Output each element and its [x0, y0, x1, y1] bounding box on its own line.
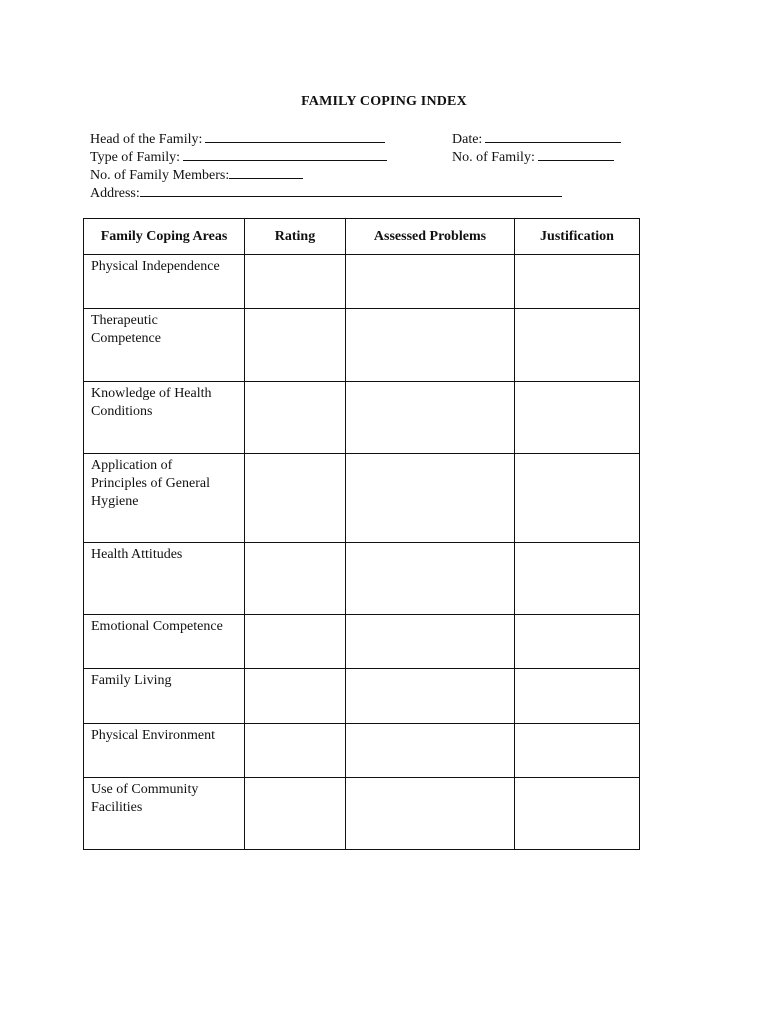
rating-cell[interactable] [245, 255, 346, 309]
coping-area-cell: Therapeutic Competence [84, 309, 245, 382]
head-of-family-input-line[interactable] [205, 129, 385, 143]
table-header-row [84, 219, 640, 255]
date-field [452, 129, 621, 149]
assessed-problems-cell[interactable] [346, 615, 515, 669]
coping-area-cell: Use of Community Facilities [84, 778, 245, 850]
assessed-problems-cell[interactable] [346, 669, 515, 724]
assessed-problems-cell[interactable] [346, 255, 515, 309]
type-of-family-input-line[interactable] [183, 147, 387, 161]
assessed-problems-cell[interactable] [346, 309, 515, 382]
table-row [84, 454, 640, 543]
coping-area-cell: Knowledge of Health Conditions [84, 382, 245, 454]
justification-cell[interactable] [515, 778, 640, 850]
assessed-problems-cell[interactable] [346, 543, 515, 615]
table-row [84, 778, 640, 850]
table-row [84, 543, 640, 615]
assessed-problems-cell[interactable] [346, 724, 515, 778]
justification-cell[interactable] [515, 309, 640, 382]
coping-area-cell: Emotional Competence [84, 615, 245, 669]
justification-cell[interactable] [515, 454, 640, 543]
coping-area-cell: Physical Independence [84, 255, 245, 309]
header-assessed-problems: Assessed Problems [346, 219, 515, 255]
coping-area-cell: Family Living [84, 669, 245, 724]
header-family-coping-areas: Family Coping Areas [84, 219, 245, 255]
no-of-family-label: No. of Family: [452, 150, 535, 165]
no-of-members-field [90, 165, 303, 185]
justification-cell[interactable] [515, 724, 640, 778]
rating-cell[interactable] [245, 669, 346, 724]
justification-cell[interactable] [515, 615, 640, 669]
no-of-members-label: No. of Family Members: [90, 168, 230, 183]
coping-area-cell: Physical Environment [84, 724, 245, 778]
rating-cell[interactable] [245, 309, 346, 382]
family-coping-table [83, 218, 640, 850]
rating-cell[interactable] [245, 454, 346, 543]
coping-area-cell: Application of Principles of General Hygiene [84, 454, 245, 543]
date-label: Date: [452, 132, 483, 147]
rating-cell[interactable] [245, 778, 346, 850]
coping-area-cell: Health Attitudes [84, 543, 245, 615]
rating-cell[interactable] [245, 724, 346, 778]
table-row [84, 309, 640, 382]
head-of-family-field [90, 129, 385, 149]
date-input-line[interactable] [485, 129, 621, 143]
justification-cell[interactable] [515, 543, 640, 615]
rating-cell[interactable] [245, 543, 346, 615]
table-row [84, 255, 640, 309]
rating-cell[interactable] [245, 382, 346, 454]
document-title: FAMILY COPING INDEX [301, 94, 467, 109]
header-justification: Justification [515, 219, 640, 255]
head-of-family-label: Head of the Family: [90, 132, 203, 147]
type-of-family-label: Type of Family: [90, 150, 181, 165]
table-row [84, 382, 640, 454]
assessed-problems-cell[interactable] [346, 778, 515, 850]
assessed-problems-cell[interactable] [346, 382, 515, 454]
table-row [84, 669, 640, 724]
address-label: Address: [90, 186, 140, 201]
table-row [84, 615, 640, 669]
justification-cell[interactable] [515, 255, 640, 309]
type-of-family-field [90, 147, 387, 167]
no-of-members-input-line[interactable] [229, 165, 303, 179]
header-rating: Rating [245, 219, 346, 255]
justification-cell[interactable] [515, 382, 640, 454]
no-of-family-input-line[interactable] [538, 147, 614, 161]
justification-cell[interactable] [515, 669, 640, 724]
address-input-line[interactable] [140, 183, 562, 197]
table-row [84, 724, 640, 778]
no-of-family-field [452, 147, 614, 167]
assessed-problems-cell[interactable] [346, 454, 515, 543]
rating-cell[interactable] [245, 615, 346, 669]
address-field [90, 183, 562, 203]
